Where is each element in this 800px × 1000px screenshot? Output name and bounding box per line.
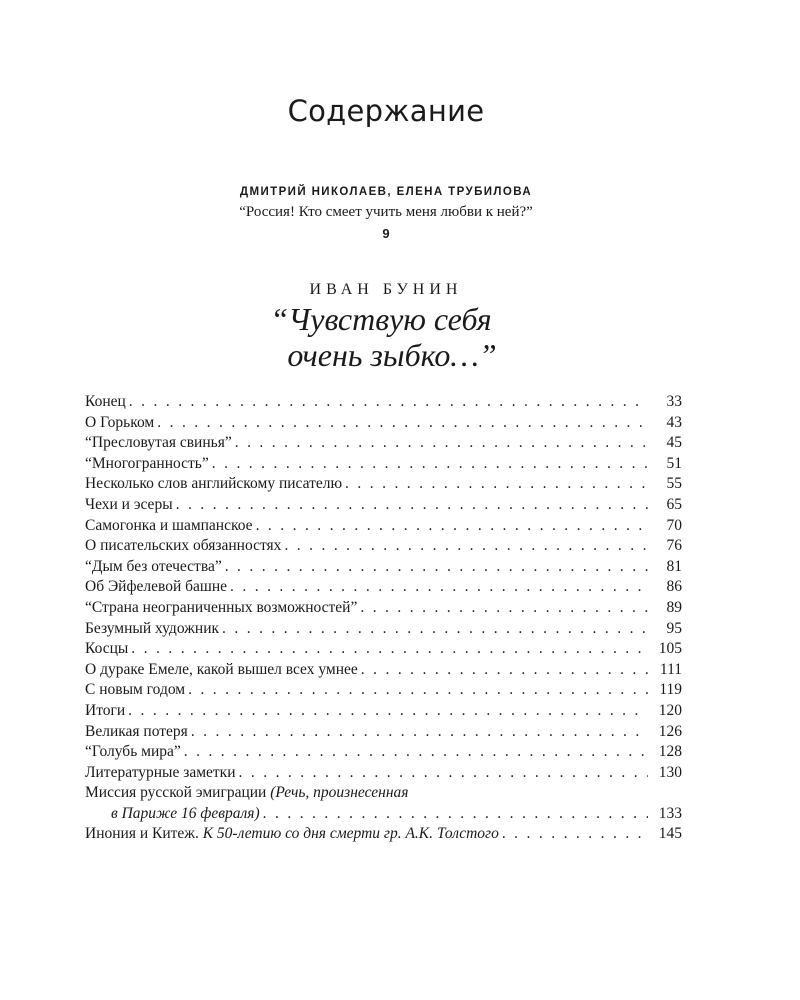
toc-entry-title: О писательских обязанностях <box>85 537 282 555</box>
toc-entry[interactable] <box>85 681 682 702</box>
toc-entry-title: Об Эйфелевой башне <box>85 578 228 596</box>
toc-leader-dots <box>284 537 648 555</box>
toc-leader-dots <box>235 434 648 452</box>
toc-entry-page: 126 <box>658 722 682 740</box>
toc-entry[interactable] <box>85 702 682 723</box>
toc-entry[interactable] <box>85 640 682 661</box>
toc-entry-title: “Голубь мира” <box>85 743 181 761</box>
toc-entry-title: Безумный художник <box>85 619 220 637</box>
toc-entry-page: 133 <box>658 804 682 822</box>
toc-entry[interactable] <box>85 723 682 744</box>
toc-last-title: Инония и Китеж. <box>85 825 199 843</box>
toc-entry[interactable] <box>85 764 682 785</box>
toc-entry-page: 45 <box>666 434 682 452</box>
toc-entry[interactable] <box>85 558 682 579</box>
toc-entry-page: 128 <box>658 743 682 761</box>
toc-entry-page: 43 <box>666 413 682 431</box>
toc-entry-page: 65 <box>666 495 682 513</box>
toc-entry-page: 51 <box>666 454 682 472</box>
toc-entry-title: Итоги <box>85 701 126 719</box>
section-title <box>0 301 772 373</box>
toc-entry-mission-cont[interactable] <box>85 805 682 826</box>
toc-entry[interactable] <box>85 475 682 496</box>
toc-leader-dots <box>225 558 648 576</box>
toc-entry[interactable] <box>85 393 682 414</box>
toc-entry[interactable] <box>85 496 682 517</box>
toc-entry-page: 105 <box>658 640 682 658</box>
toc-entry-page: 81 <box>666 557 682 575</box>
toc-entry[interactable] <box>85 578 682 599</box>
toc-entry-title: “Пресловутая свинья” <box>85 434 232 452</box>
toc-leader-dots <box>176 496 648 514</box>
toc-entry-page: 76 <box>666 537 682 555</box>
toc-leader-dots <box>188 681 648 699</box>
section-author: ИВАН БУНИН <box>309 281 463 298</box>
toc-entry-title: “Страна неограниченных возможностей” <box>85 598 358 616</box>
toc-entry-title <box>85 784 408 802</box>
toc-entry-title: С новым годом <box>85 681 186 699</box>
toc-entry-title-cont <box>85 805 260 823</box>
toc-entry-title: “Многогранность” <box>85 454 209 472</box>
toc-entry[interactable] <box>85 414 682 435</box>
toc-entry-title <box>85 825 499 843</box>
table-of-contents <box>85 393 682 846</box>
intro-authors: ДМИТРИЙ НИКОЛАЕВ, ЕЛЕНА ТРУБИЛОВА <box>239 186 533 198</box>
toc-entry-title: Несколько слов английскому писателю <box>85 475 343 493</box>
toc-leader-dots <box>361 661 648 679</box>
toc-entry[interactable] <box>85 455 682 476</box>
toc-leader-dots <box>256 517 648 535</box>
toc-entry-page: 86 <box>666 578 682 596</box>
intro-page-number: 9 <box>382 226 390 241</box>
toc-entry-last[interactable] <box>85 825 682 846</box>
toc-entry-title: Великая потеря <box>85 722 188 740</box>
toc-entry-page: 111 <box>659 660 682 678</box>
toc-leader-dots <box>345 475 648 493</box>
toc-entry-page: 33 <box>666 393 682 410</box>
intro-block <box>0 186 772 241</box>
toc-entry[interactable] <box>85 620 682 641</box>
toc-entry-title: Косцы <box>85 640 129 658</box>
page-title: Содержание <box>287 94 485 128</box>
toc-leader-dots <box>502 825 648 843</box>
toc-entry-page: 145 <box>658 825 682 843</box>
toc-entry-page: 89 <box>666 598 682 616</box>
toc-entry-page: 95 <box>666 619 682 637</box>
toc-leader-dots <box>222 620 648 638</box>
toc-entry-title: Конец <box>85 393 126 410</box>
toc-entry-title: Самогонка и шампанское <box>85 516 253 534</box>
toc-mission-subtitle-2: в Париже 16 февраля) <box>111 804 260 822</box>
toc-entry-page: 119 <box>659 681 682 699</box>
toc-entry-page: 130 <box>658 763 682 781</box>
toc-entry-page: 120 <box>658 701 682 719</box>
toc-entry[interactable] <box>85 661 682 682</box>
toc-leader-dots <box>128 702 648 720</box>
toc-entry-page: 70 <box>666 516 682 534</box>
section-title-line-1: “Чувствую себя <box>270 301 492 337</box>
toc-leader-dots <box>212 455 648 473</box>
toc-leader-dots <box>360 599 648 617</box>
toc-entry-title: “Дым без отечества” <box>85 557 222 575</box>
toc-entry-title: Чехи и эсеры <box>85 495 173 513</box>
toc-entry-title: О Горьком <box>85 413 155 431</box>
toc-last-subtitle: К 50-летию со дня смерти гр. А.К. Толстого <box>202 825 499 843</box>
toc-entry[interactable] <box>85 434 682 455</box>
toc-mission-title: Миссия русской эмиграции <box>85 784 267 802</box>
toc-leader-dots <box>239 764 648 782</box>
toc-entry-title: О дураке Емеле, какой вышел всех умнее <box>85 660 358 678</box>
toc-leader-dots <box>191 723 648 741</box>
toc-leader-dots <box>129 393 648 411</box>
toc-entry[interactable] <box>85 599 682 620</box>
intro-title: “Россия! Кто смеет учить меня любви к ней?” <box>239 204 533 220</box>
toc-leader-dots <box>263 805 648 823</box>
toc-entry-page: 55 <box>666 475 682 493</box>
toc-entry-mission[interactable] <box>85 784 682 805</box>
toc-leader-dots <box>131 640 648 658</box>
toc-entry[interactable] <box>85 743 682 764</box>
toc-mission-subtitle-1: (Речь, произнесенная <box>270 784 409 802</box>
toc-entry[interactable] <box>85 517 682 538</box>
toc-leader-dots <box>230 578 648 596</box>
toc-entry-title: Литературные заметки <box>85 763 236 781</box>
toc-entry[interactable] <box>85 537 682 558</box>
toc-leader-dots <box>184 743 648 761</box>
section-title-line-2: очень зыбко…” <box>287 337 497 373</box>
toc-leader-dots <box>157 414 648 432</box>
